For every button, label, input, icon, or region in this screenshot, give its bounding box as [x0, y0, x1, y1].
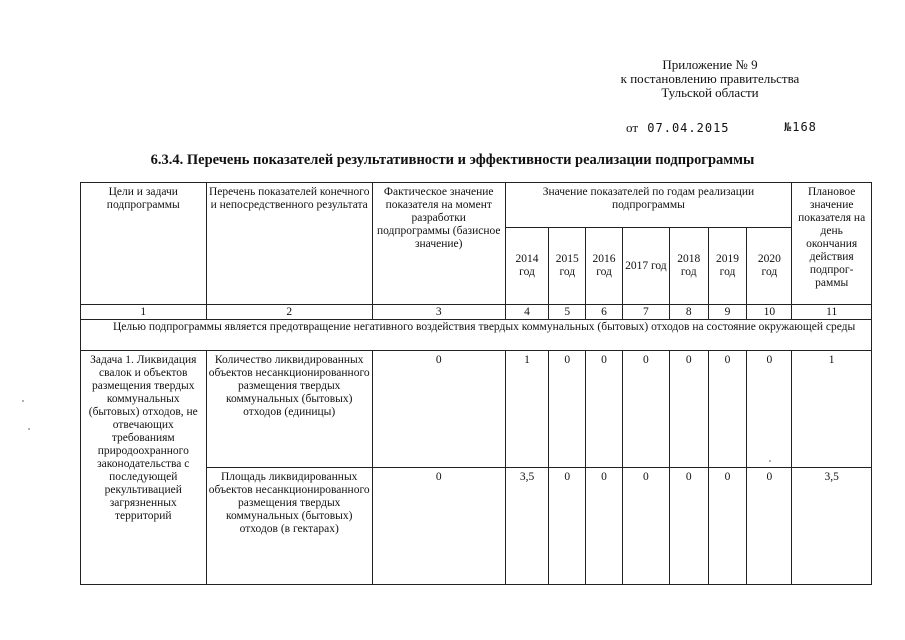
column-number: 8	[669, 305, 708, 320]
column-number: 10	[747, 305, 792, 320]
appendix-number: Приложение № 9	[662, 57, 758, 72]
appendix-header	[560, 58, 860, 100]
year-value: 0	[708, 468, 747, 585]
year-value: 0	[747, 468, 792, 585]
year-value: 0	[586, 468, 623, 585]
year-value: 0	[669, 468, 708, 585]
decree-date: 07.04.2015	[647, 121, 730, 135]
appendix-region: Тульской области	[661, 85, 759, 100]
year-value: 0	[622, 351, 669, 468]
column-number: 6	[586, 305, 623, 320]
goal-text: Целью подпрограммы является предотвращение негативного воздействия твердых коммунальных (бытовых) отходов на состояние окружающей среды	[81, 320, 872, 351]
header-year-2017: 2017 год	[622, 228, 669, 305]
year-value: 0	[622, 468, 669, 585]
decree-number: №168	[784, 120, 817, 134]
column-number: 4	[505, 305, 549, 320]
year-value: 0	[549, 351, 586, 468]
appendix-decree-ref: к постановлению правительства	[620, 71, 800, 86]
column-number: 9	[708, 305, 747, 320]
column-number: 1	[81, 305, 207, 320]
header-year-2019: 2019 год	[708, 228, 747, 305]
column-number: 11	[792, 305, 872, 320]
decree-from-label: от	[626, 120, 639, 135]
year-value: 0	[549, 468, 586, 585]
header-year-2014: 2014 год	[505, 228, 549, 305]
column-number-row	[81, 305, 872, 320]
column-number: 2	[206, 305, 372, 320]
header-year-2018: 2018 год	[669, 228, 708, 305]
goal-row	[81, 320, 872, 351]
indicator-name: Площадь ликвидированных объектов несанкционированного размещения твердых коммунальных (бытовых) отходов (в гектарах)	[206, 468, 372, 585]
planned-value: 3,5	[792, 468, 872, 585]
header-year-2016: 2016 год	[586, 228, 623, 305]
baseline-value: 0	[372, 468, 505, 585]
header-by-years: Значение показателей по годам реализации подпрограммы	[505, 183, 792, 228]
year-value: 0	[747, 351, 792, 468]
planned-value: 1	[792, 351, 872, 468]
header-goals: Цели и задачи подпрограммы	[81, 183, 207, 305]
header-indicators: Перечень показателей конечного и непосредственного результата	[206, 183, 372, 305]
table-row	[81, 351, 872, 468]
document-title: 6.3.4. Перечень показателей результативности и эффективности реализации подпрограммы	[150, 152, 755, 168]
task-cell: Задача 1. Ликвидация свалок и объектов размещения твердых коммунальных (бытовых) отходов, не отвечающих требованиям природоохранного законодательства с последующей рекультивацией загрязненных территорий	[81, 351, 207, 585]
header-row	[81, 183, 872, 228]
scan-speck	[22, 400, 24, 402]
scan-speck	[769, 460, 771, 462]
indicators-table	[80, 182, 872, 585]
year-value: 1	[505, 351, 549, 468]
column-number: 3	[372, 305, 505, 320]
year-value: 0	[708, 351, 747, 468]
header-baseline: Фактическое значение показателя на момент разработки подпрограммы (базисное значение)	[372, 183, 505, 305]
year-value: 3,5	[505, 468, 549, 585]
indicator-name: Количество ликвидированных объектов несанкционированного размещения твердых коммунальных (бытовых) отходов (единицы)	[206, 351, 372, 468]
year-value: 0	[586, 351, 623, 468]
column-number: 7	[622, 305, 669, 320]
decree-date-line	[626, 120, 817, 136]
scan-speck	[28, 428, 30, 430]
header-year-2015: 2015 год	[549, 228, 586, 305]
column-number: 5	[549, 305, 586, 320]
header-year-2020: 2020 год	[747, 228, 792, 305]
year-value: 0	[669, 351, 708, 468]
baseline-value: 0	[372, 351, 505, 468]
header-planned: Плановое значение показателя на день окончания действия подпрог-раммы	[792, 183, 872, 305]
